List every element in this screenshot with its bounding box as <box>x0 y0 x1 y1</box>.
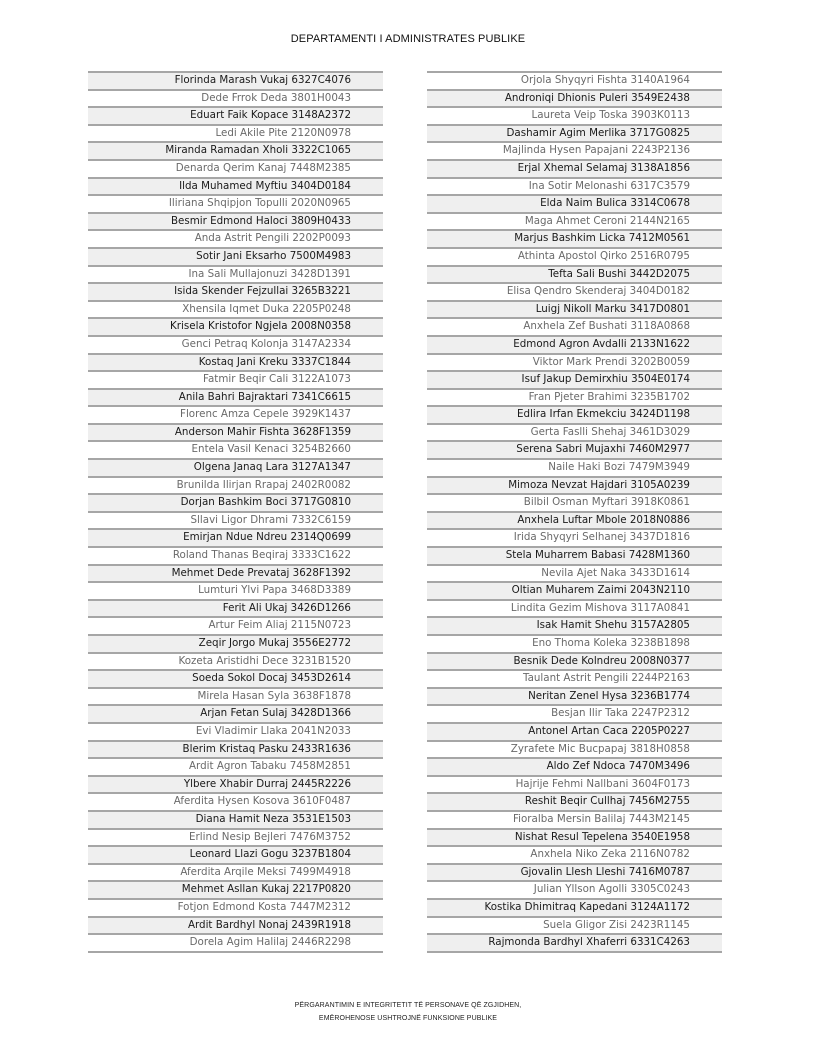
list-item: Besjan Ilir Taka 2247P2312 <box>427 704 722 722</box>
name-list-right <box>427 71 722 953</box>
list-item: Nishat Resul Tepelena 3540E1958 <box>427 828 722 846</box>
list-item: Genci Petraq Kolonja 3147A2334 <box>88 335 383 353</box>
list-item: Neritan Zenel Hysa 3236B1774 <box>427 687 722 705</box>
list-item: Arjan Fetan Sulaj 3428D1366 <box>88 704 383 722</box>
list-item: Majlinda Hysen Papajani 2243P2136 <box>427 141 722 159</box>
list-item: Soeda Sokol Docaj 3453D2614 <box>88 669 383 687</box>
list-item: Androniqi Dhionis Puleri 3549E2438 <box>427 89 722 107</box>
list-item: Orjola Shyqyri Fishta 3140A1964 <box>427 71 722 89</box>
list-item: Kostaq Jani Kreku 3337C1844 <box>88 353 383 371</box>
list-item: Bilbil Osman Myftari 3918K0861 <box>427 493 722 511</box>
list-item: Evi Vladimir Llaka 2041N2033 <box>88 722 383 740</box>
list-item: Luigj Nikoll Marku 3417D0801 <box>427 300 722 318</box>
list-item: Fotjon Edmond Kosta 7447M2312 <box>88 898 383 916</box>
list-item: Fran Pjeter Brahimi 3235B1702 <box>427 388 722 406</box>
list-item: Besmir Edmond Haloci 3809H0433 <box>88 212 383 230</box>
list-item: Nevila Ajet Naka 3433D1614 <box>427 564 722 582</box>
list-item: Florenc Amza Cepele 3929K1437 <box>88 405 383 423</box>
list-item: Elisa Qendro Skenderaj 3404D0182 <box>427 282 722 300</box>
list-item: Erjal Xhemal Selamaj 3138A1856 <box>427 159 722 177</box>
list-item: Athinta Apostol Qirko 2516R0795 <box>427 247 722 265</box>
list-item: Lindita Gezim Mishova 3117A0841 <box>427 599 722 617</box>
list-item: Anxhela Zef Bushati 3118A0868 <box>427 317 722 335</box>
page-title: DEPARTAMENTI I ADMINISTRATES PUBLIKE <box>290 33 526 45</box>
list-item: Dede Frrok Deda 3801H0043 <box>88 89 383 107</box>
list-item: Anda Astrit Pengili 2202P0093 <box>88 229 383 247</box>
list-item: Elda Naim Bulica 3314C0678 <box>427 194 722 212</box>
list-item: Julian Yllson Agolli 3305C0243 <box>427 880 722 898</box>
list-item: Blerim Kristaq Pasku 2433R1636 <box>88 740 383 758</box>
list-item: Entela Vasil Kenaci 3254B2660 <box>88 440 383 458</box>
list-item: Ardit Agron Tabaku 7458M2851 <box>88 757 383 775</box>
list-item: Anxhela Niko Zeka 2116N0782 <box>427 845 722 863</box>
list-item: Brunilda Ilirjan Rrapaj 2402R0082 <box>88 476 383 494</box>
list-item: Rajmonda Bardhyl Xhaferri 6331C4263 <box>427 933 722 951</box>
list-item: Leonard Llazi Gogu 3237B1804 <box>88 845 383 863</box>
list-item: Olgena Janaq Lara 3127A1347 <box>88 458 383 476</box>
list-item: Anila Bahri Bajraktari 7341C6615 <box>88 388 383 406</box>
list-item: Hajrije Fehmi Nallbani 3604F0173 <box>427 775 722 793</box>
list-item: Maga Ahmet Ceroni 2144N2165 <box>427 212 722 230</box>
list-item: Diana Hamit Neza 3531E1503 <box>88 810 383 828</box>
list-item: Artur Feim Aliaj 2115N0723 <box>88 616 383 634</box>
list-item: Ylbere Xhabir Durraj 2445R2226 <box>88 775 383 793</box>
list-item: Sllavi Ligor Dhrami 7332C6159 <box>88 511 383 529</box>
list-item: Denarda Qerim Kanaj 7448M2385 <box>88 159 383 177</box>
list-item: Eno Thoma Koleka 3238B1898 <box>427 634 722 652</box>
list-item: Emirjan Ndue Ndreu 2314Q0699 <box>88 528 383 546</box>
list-item: Antonel Artan Caca 2205P0227 <box>427 722 722 740</box>
list-item: Gjovalin Llesh Lleshi 7416M0787 <box>427 863 722 881</box>
list-item: Taulant Astrit Pengili 2244P2163 <box>427 669 722 687</box>
list-item: Aldo Zef Ndoca 7470M3496 <box>427 757 722 775</box>
list-item: Eduart Faik Kopace 3148A2372 <box>88 106 383 124</box>
footer-line-1: PËRGARANTIMIN E INTEGRITETIT TË PERSONAVE QË ZGJIDHEN, <box>294 1002 522 1009</box>
list-item: Zyrafete Mic Bucpapaj 3818H0858 <box>427 740 722 758</box>
list-item: Tefta Sali Bushi 3442D2075 <box>427 265 722 283</box>
list-item: Xhensila Iqmet Duka 2205P0248 <box>88 300 383 318</box>
list-item: Fioralba Mersin Balilaj 7443M2145 <box>427 810 722 828</box>
list-item: Naile Haki Bozi 7479M3949 <box>427 458 722 476</box>
name-list-left <box>88 71 383 953</box>
list-item: Erlind Nesip Bejleri 7476M3752 <box>88 828 383 846</box>
list-item: Fatmir Beqir Cali 3122A1073 <box>88 370 383 388</box>
list-item: Ilda Muhamed Myftiu 3404D0184 <box>88 177 383 195</box>
list-item: Stela Muharrem Babasi 7428M1360 <box>427 546 722 564</box>
list-item: Florinda Marash Vukaj 6327C4076 <box>88 71 383 89</box>
list-item: Ferit Ali Ukaj 3426D1266 <box>88 599 383 617</box>
list-item: Isak Hamit Shehu 3157A2805 <box>427 616 722 634</box>
list-item: Zeqir Jorgo Mukaj 3556E2772 <box>88 634 383 652</box>
list-item: Isida Skender Fejzullai 3265B3221 <box>88 282 383 300</box>
list-item: Suela Gligor Zisi 2423R1145 <box>427 916 722 934</box>
list-item: Anderson Mahir Fishta 3628F1359 <box>88 423 383 441</box>
list-item: Aferdita Hysen Kosova 3610F0487 <box>88 792 383 810</box>
list-item: Irida Shyqyri Selhanej 3437D1816 <box>427 528 722 546</box>
footer-line-2: EMËROHENOSE USHTROJNË FUNKSIONE PUBLIKE <box>318 1015 498 1022</box>
list-item: Sotir Jani Eksarho 7500M4983 <box>88 247 383 265</box>
list-item: Viktor Mark Prendi 3202B0059 <box>427 353 722 371</box>
list-item: Isuf Jakup Demirxhiu 3504E0174 <box>427 370 722 388</box>
list-item: Ardit Bardhyl Nonaj 2439R1918 <box>88 916 383 934</box>
list-item: Besnik Dede Kolndreu 2008N0377 <box>427 652 722 670</box>
list-item: Krisela Kristofor Ngjela 2008N0358 <box>88 317 383 335</box>
list-item: Ina Sotir Melonashi 6317C3579 <box>427 177 722 195</box>
list-item: Oltian Muharem Zaimi 2043N2110 <box>427 581 722 599</box>
page-footer <box>0 999 816 1025</box>
list-item: Ina Sali Mullajonuzi 3428D1391 <box>88 265 383 283</box>
list-item: Ledi Akile Pite 2120N0978 <box>88 124 383 142</box>
list-item: Miranda Ramadan Xholi 3322C1065 <box>88 141 383 159</box>
list-item: Mehmet Asllan Kukaj 2217P0820 <box>88 880 383 898</box>
list-item: Aferdita Arqile Meksi 7499M4918 <box>88 863 383 881</box>
list-item: Dorela Agim Halilaj 2446R2298 <box>88 933 383 951</box>
list-item: Gerta Faslli Shehaj 3461D3029 <box>427 423 722 441</box>
list-item: Marjus Bashkim Licka 7412M0561 <box>427 229 722 247</box>
list-item: Edlira Irfan Ekmekciu 3424D1198 <box>427 405 722 423</box>
list-item: Iliriana Shqipjon Topulli 2020N0965 <box>88 194 383 212</box>
list-item: Dorjan Bashkim Boci 3717G0810 <box>88 493 383 511</box>
list-item: Serena Sabri Mujaxhi 7460M2977 <box>427 440 722 458</box>
list-item: Laureta Veip Toska 3903K0113 <box>427 106 722 124</box>
list-item: Roland Thanas Beqiraj 3333C1622 <box>88 546 383 564</box>
list-item: Kozeta Aristidhi Dece 3231B1520 <box>88 652 383 670</box>
list-item: Lumturi Ylvi Papa 3468D3389 <box>88 581 383 599</box>
list-item: Mirela Hasan Syla 3638F1878 <box>88 687 383 705</box>
list-item: Mimoza Nevzat Hajdari 3105A0239 <box>427 476 722 494</box>
list-item: Mehmet Dede Prevataj 3628F1392 <box>88 564 383 582</box>
list-item: Anxhela Luftar Mbole 2018N0886 <box>427 511 722 529</box>
list-item: Dashamir Agim Merlika 3717G0825 <box>427 124 722 142</box>
list-item: Kostika Dhimitraq Kapedani 3124A1172 <box>427 898 722 916</box>
list-item: Edmond Agron Avdalli 2133N1622 <box>427 335 722 353</box>
list-item: Reshit Beqir Cullhaj 7456M2755 <box>427 792 722 810</box>
